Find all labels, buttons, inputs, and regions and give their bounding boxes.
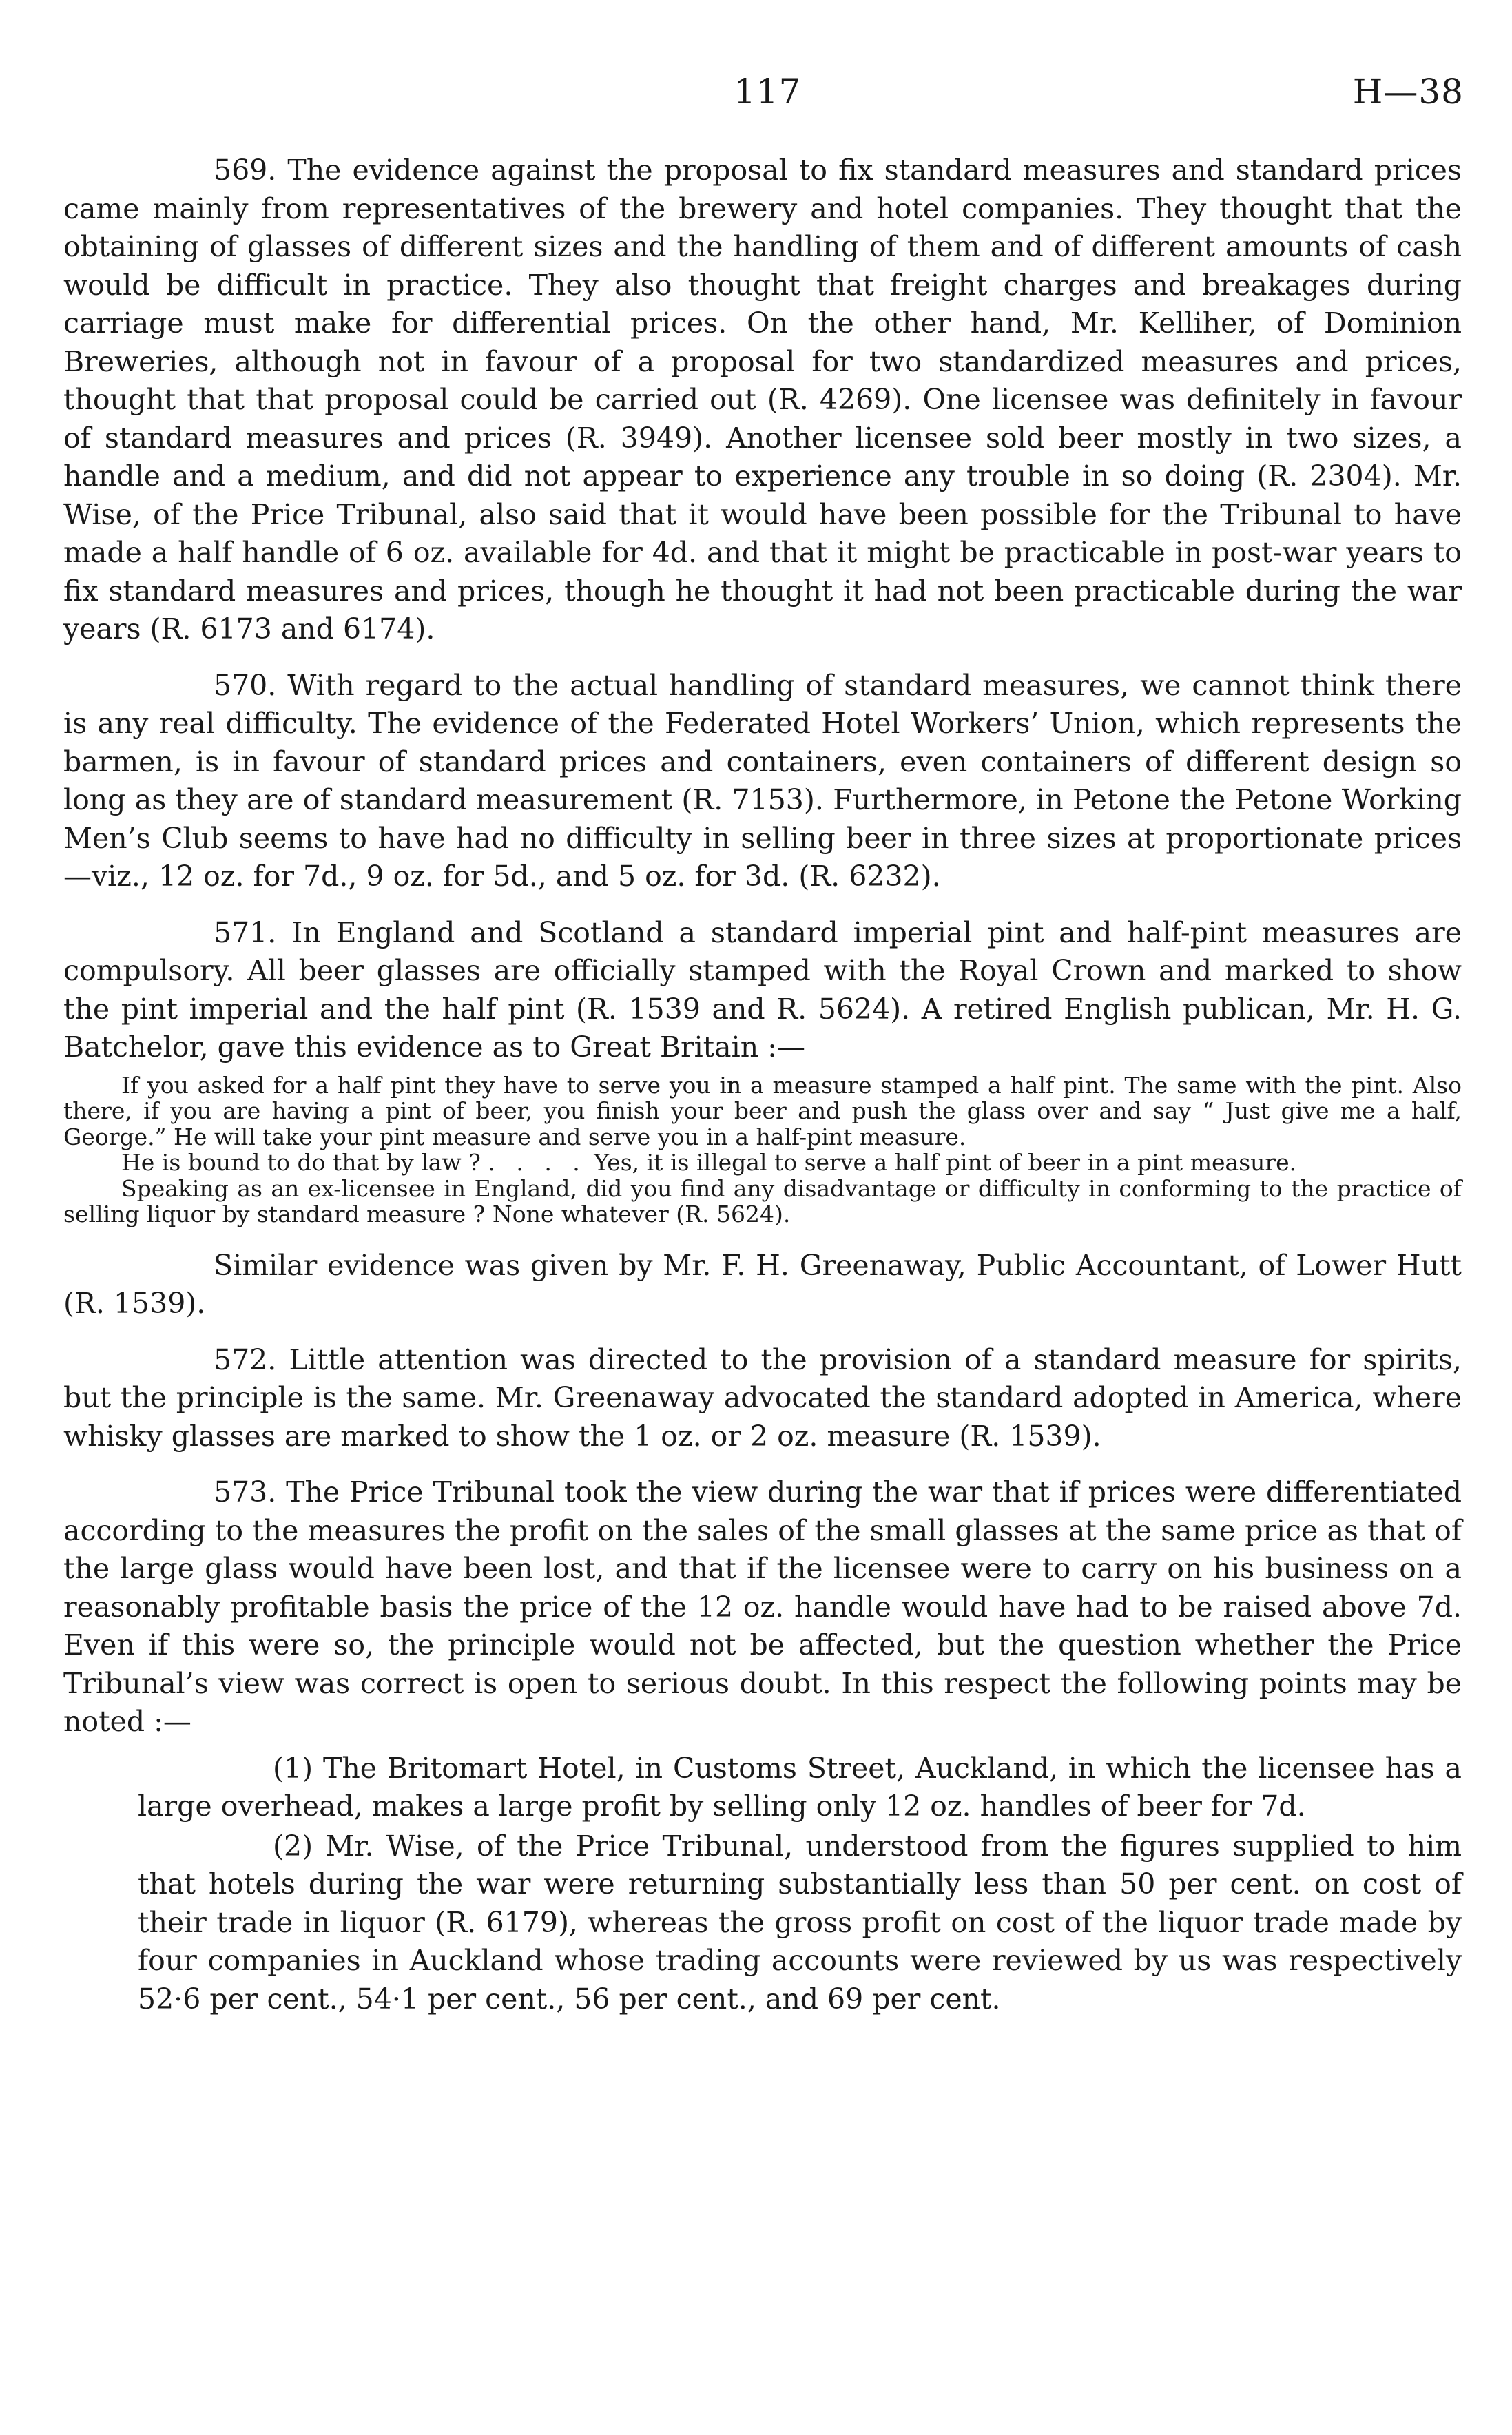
paragraph-text: The evidence against the proposal to fix standard measures and standard prices came mainly from representatives of the brewery and hotel companies. They thought that the obtaining of glasses of different sizes and the handling of them and of different amounts of cash would be difficult in practice. They also thought that freight charges and breakages during carriage must make for differential prices. On the other hand, Mr. Kelliher, of Dominion Breweries, although not in favour of a proposal for two standardized measures and prices, thought that that proposal could be carried out (R. 4269). One licensee was definitely in favour of standard measures and prices (R. 3949). Another licensee sold beer mostly in two sizes, a handle and a medium, and did not appear to experience any trouble in so doing (R. 2304). Mr. Wise, of the Price Tribunal, also said that it would have been possible for the Tribunal to have made a half handle of 6 oz. available for 4d. and that it might be practicable in post-war years to fix standard measures and prices, though he thought it had not been practicable during the war years (R. 6173 and 6174). [63, 154, 1462, 645]
paragraph-number: 569. [214, 154, 277, 187]
paragraph-text: In England and Scotland a standard imperial pint and half-pint measures are compulsory. All beer glasses are officially stamped with the Royal Crown and marked to show the pint imperial and the half pint (R. 1539 and R. 5624). A retired English publican, Mr. H. G. Batchelor, gave this evidence as to Great Britain :— [63, 915, 1462, 1064]
quote-line: If you asked for a half pint they have to serve you in a measure stamped a half pint. The same with the pint. Also there, if you are having a pint of beer, you finish your beer and push the glass over and say “ Just give me a half, George.” He will take your pint measure and serve you in a half-pint measure. [63, 1071, 1462, 1150]
point-text: The Britomart Hotel, in Customs Street, Auckland, in which the licensee has a large overhead, makes a large profit by selling only 12 oz. handles of beer for 7d. [138, 1751, 1462, 1823]
dot-leader: . . . . [488, 1149, 587, 1176]
point-1 [63, 1750, 1462, 1826]
paragraph-572 [63, 1341, 1462, 1456]
point-text: Mr. Wise, of the Price Tribunal, understood from the figures supplied to him that hotels during the war were returning substantially less than 50 per cent. on cost of their trade in liquor (R. 6179), whereas the gross profit on cost of the liquor trade made by four companies in Auckland whose trading accounts were reviewed by us was respectively 52·6 per cent., 54·1 per cent., 56 per cent., and 69 per cent. [138, 1829, 1462, 2016]
page-body [63, 152, 1462, 2020]
testimony-quote [63, 1073, 1462, 1227]
paragraph-number: 573. [214, 1475, 277, 1509]
point-number: (2) [273, 1829, 313, 1863]
quote-answer: Yes, it is illegal to serve a half pint of beer in a pint measure. [594, 1149, 1297, 1176]
quote-exchange [63, 1150, 1462, 1176]
paragraph-number: 572. [214, 1343, 277, 1376]
paragraph-570 [63, 667, 1462, 896]
paragraph-number: 570. [214, 668, 277, 702]
paragraph-text: Little attention was directed to the provision of a standard measure for spirits, but the principle is the same. Mr. Greenaway advocated the standard adopted in America, where whisky glasses are marked to show the 1 oz. or 2 oz. measure (R. 1539). [63, 1343, 1462, 1453]
point-number: (1) [273, 1751, 313, 1785]
paragraph-571 [63, 914, 1462, 1067]
quote-question: Speaking as an ex-licensee in England, did you find any disadvantage or difficulty in conforming to the practice of selling liquor by standard measure ? [63, 1174, 1462, 1227]
quote-exchange [63, 1176, 1462, 1227]
page-number: 117 [734, 72, 802, 112]
point-2 [63, 1827, 1462, 2019]
paragraph-569 [63, 152, 1462, 649]
paragraph-text: With regard to the actual handling of standard measures, we cannot think there is any real difficulty. The evidence of the Federated Hotel Workers’ Union, which represents the barmen, is in favour of standard prices and containers, even containers of different design so long as they are of standard measurement (R. 7153). Furthermore, in Petone the Petone Working Men’s Club seems to have had no difficulty in selling beer in three sizes at proportionate prices—viz., 12 oz. for 7d., 9 oz. for 5d., and 5 oz. for 3d. (R. 6232). [63, 668, 1462, 893]
paragraph-text: The Price Tribunal took the view during the war that if prices were differentiated according to the measures the profit on the sales of the small glasses at the same price as that of the large glass would have been lost, and that if the licensee were to carry on his business on a reasonably profitable basis the price of the 12 oz. handle would have had to be raised above 7d. Even if this were so, the principle would not be affected, but the question whether the Price Tribunal’s view was correct is open to serious doubt. In this respect the following points may be noted :— [63, 1475, 1462, 1738]
page-header [0, 72, 1512, 127]
quote-question: He is bound to do that by law ? [121, 1149, 481, 1176]
paragraph-number: 571. [214, 915, 277, 949]
similar-evidence: Similar evidence was given by Mr. F. H. Greenaway, Public Accountant, of Lower Hutt (R. 1539). [63, 1248, 1462, 1320]
quote-answer: None whatever (R. 5624). [492, 1201, 791, 1227]
document-reference: H—38 [1352, 72, 1464, 112]
paragraph-573 [63, 1473, 1462, 1741]
